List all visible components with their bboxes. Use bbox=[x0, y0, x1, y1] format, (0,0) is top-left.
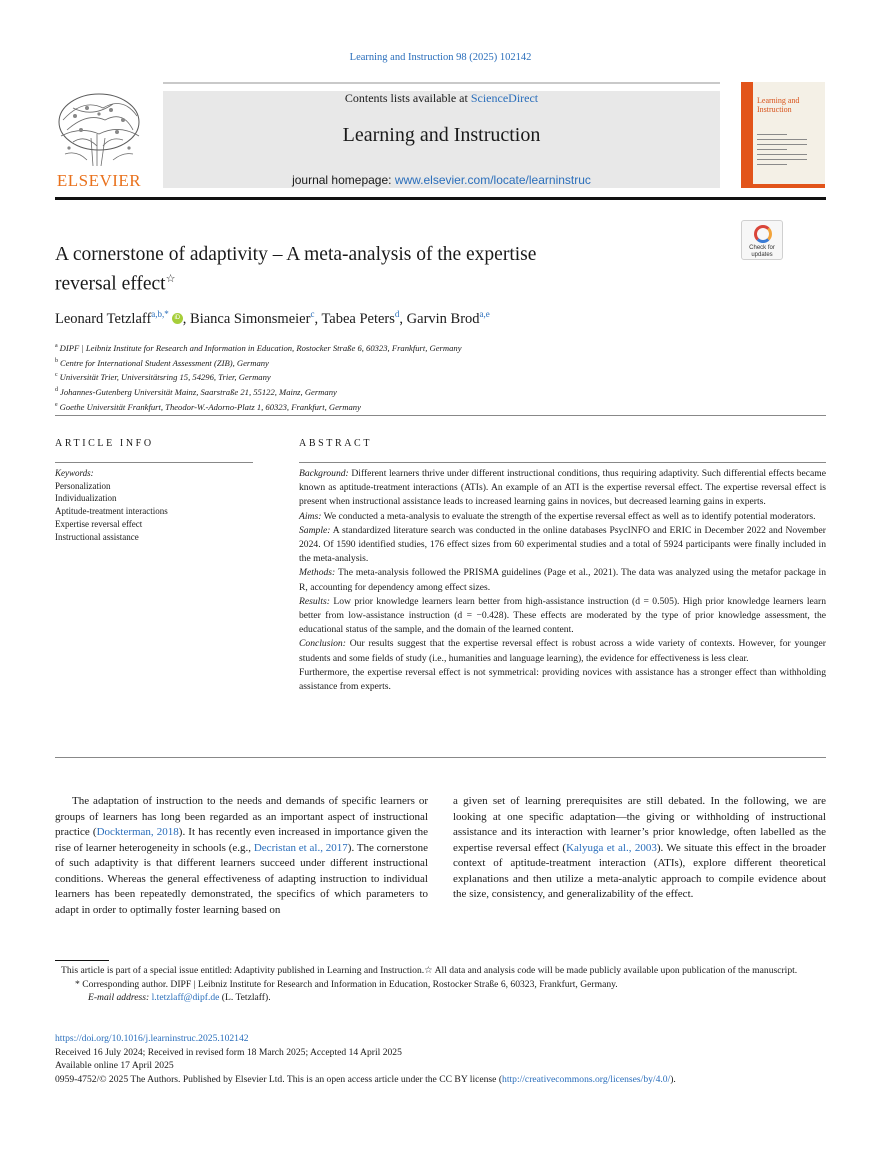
check-updates-icon bbox=[754, 225, 772, 243]
homepage-prefix: journal homepage: bbox=[292, 173, 395, 187]
journal-cover-thumbnail[interactable] bbox=[741, 82, 825, 188]
section-divider bbox=[55, 415, 826, 416]
keyword: Expertise reversal effect bbox=[55, 518, 143, 529]
citation-link[interactable]: Decristan et al., 2017 bbox=[253, 841, 348, 854]
license-line: 0959-4752/© 2025 The Authors. Published by Elsevier Ltd. This is an open access article under the CC BY license (http://creativecommons.org/licenses/by/4.0/). bbox=[55, 1073, 676, 1085]
author-affil-marks[interactable]: d bbox=[394, 309, 400, 319]
author-name[interactable]: Garvin Brod bbox=[406, 311, 480, 327]
email-link[interactable]: l.tetzlaff@dipf.de bbox=[151, 992, 220, 1004]
available-online: Available online 17 April 2025 bbox=[55, 1060, 174, 1072]
homepage-line bbox=[163, 173, 720, 187]
orcid-icon[interactable]: iD bbox=[172, 313, 183, 324]
abstract-furthermore: Furthermore, the expertise reversal effect is not symmetrical: providing novices with assistance has a stronger effect than withholding assistance from experts. bbox=[299, 666, 826, 693]
author-list: Leonard Tetzlaff$^{a,b,*}$ iD , Bianca Simonsmeier$^c$, Tabea Peters$^d$, Garvin Brod$^{a,e}$ bbox=[55, 309, 490, 327]
elsevier-wordmark[interactable]: ELSEVIER bbox=[56, 171, 142, 190]
check-for-updates-button[interactable] bbox=[741, 220, 783, 260]
abstract-aims: Aims: We conducted a meta-analysis to evaluate the strength of the expertise reversal effect as well as to identify potential moderators. bbox=[299, 510, 816, 522]
affiliations bbox=[55, 340, 755, 413]
citation-link[interactable]: Dockterman, 2018 bbox=[96, 826, 179, 838]
cover-title: Learning and Instruction bbox=[757, 96, 800, 114]
homepage-link[interactable]: www.elsevier.com/locate/learninstruc bbox=[394, 173, 591, 187]
keyword: Personalization bbox=[55, 480, 111, 491]
contents-line bbox=[163, 91, 720, 106]
affiliation: $^a$ DIPF | Leibniz Institute for Research and Information in Education, Rostocker Straße 6, 60323, Frankfurt, Germany bbox=[55, 342, 462, 353]
citation-link[interactable]: Kalyuga et al., 2003 bbox=[566, 841, 657, 854]
abstract-heading: ABSTRACT bbox=[299, 438, 373, 449]
affiliation: $^c$ Universität Trier, Universitätsring 15, 54296, Trier, Germany bbox=[55, 372, 271, 383]
article-title bbox=[55, 242, 695, 297]
received-dates: Received 16 July 2024; Received in revised form 18 March 2025; Accepted 14 April 2025 bbox=[55, 1046, 402, 1058]
cover-text-lines bbox=[757, 134, 807, 169]
doi-link[interactable]: https://doi.org/10.1016/j.learninstruc.2025.102142 bbox=[55, 1033, 249, 1044]
license-link[interactable]: http://creativecommons.org/licenses/by/4.0/ bbox=[502, 1073, 671, 1085]
body-paragraph-right: a given set of learning prerequisites are still debated. In the following, we are looking at one specific adaptation—the giving or withholding of instructional assistance and its interaction with learner’s prior knowledge, often labelled as the expertise reversal effect (Kalyuga et al., 2003). We situate this effect in the broader context of aptitude-treatment interaction (ATIs), explore different theoretical explanations and then utilize a meta-analytic approach to compile evidence about the size, consistency, and generalizability of the effect. bbox=[453, 795, 826, 900]
keyword: Instructional assistance bbox=[55, 531, 139, 542]
keywords-block bbox=[55, 467, 255, 543]
sciencedirect-link[interactable]: ScienceDirect bbox=[470, 91, 539, 105]
footnote-rule bbox=[55, 960, 109, 961]
contents-prefix: Contents lists available at bbox=[344, 91, 471, 105]
abstract-rule bbox=[299, 462, 826, 463]
author-affil-marks[interactable]: c bbox=[310, 309, 315, 319]
author-affil-marks[interactable]: a,e bbox=[479, 309, 490, 319]
footnotes bbox=[55, 964, 826, 1005]
abstract-background: Background: Different learners thrive under different instructional conditions, thus requiring adaptivity. Such differential effects became known as aptitude-treatment interactions (ATIs). An example of an ATI is the expertise reversal effect. The expertise reversal effect is present when instructional assistance leads to increased learning gains in novices, but decreased learning gains in experts. bbox=[299, 468, 826, 508]
author-name[interactable]: Tabea Peters bbox=[321, 311, 395, 327]
author-name[interactable]: Bianca Simonsmeier bbox=[190, 311, 311, 327]
journal-name: Learning and Instruction bbox=[342, 124, 541, 146]
abstract-end-rule bbox=[55, 757, 826, 758]
publication-info bbox=[55, 1032, 855, 1086]
title-line-1: A cornerstone of adaptivity – A meta-analysis of the expertise bbox=[55, 244, 537, 265]
affiliation: $^e$ Goethe Universität Frankfurt, Theodor-W.-Adorno-Platz 1, 60323, Frankfurt, Germany bbox=[55, 401, 361, 412]
keywords-label: Keywords: bbox=[55, 468, 94, 478]
author-affil-marks[interactable]: a,b,* bbox=[151, 309, 169, 319]
header-rule bbox=[55, 197, 826, 200]
author-name[interactable]: Leonard Tetzlaff bbox=[55, 311, 152, 327]
journal-citation[interactable]: Learning and Instruction 98 (2025) 102142 bbox=[349, 52, 532, 63]
article-info-rule bbox=[55, 462, 253, 463]
abstract-sample: Sample: A standardized literature search was conducted in the online databases PsycINFO and ERIC in December 2022 and November 2024. Of 1590 identified studies, 176 effect sizes from 60 experimental studies and a total of 5924 participants were finally included in the meta-analysis. bbox=[299, 524, 826, 565]
title-line-2: reversal effect bbox=[55, 273, 166, 295]
email-line: E-mail address: l.tetzlaff@dipf.de (L. Tetzlaff). bbox=[88, 992, 271, 1004]
affiliation: $^b$ Centre for International Student Assessment (ZIB), Germany bbox=[55, 357, 269, 368]
abstract-results: Results: Low prior knowledge learners learn better from high-assistance instruction (d = 0.505). High prior knowledge learners learn better from low-assistance instruction (d = −0.428). These effects are moderated by the type of prior knowledge assessment, the educational status of the sample, and the domain of the learned content. bbox=[299, 595, 826, 636]
affiliation: $^d$ Johannes-Gutenberg Universität Mainz, Saarstraße 21, 55122, Mainz, Germany bbox=[55, 386, 337, 397]
body-paragraph-left: The adaptation of instruction to the needs and demands of specific learners or groups of learners has long been regarded as an important aspect of instructional practice (Dockterman, 2018). It has recently even increased in importance given the rise of learner heterogeneity in schools (e.g., Decristan et al., 2017). The cornerstone of such adaptivity is that different learners succeed under different instructional conditions. Whereas the general effectiveness of adapting instruction to individual learners has been repeatedly demonstrated, the specifics of which parameters to adapt in order to optimally foster learning based on bbox=[55, 795, 428, 916]
special-issue-note: This article is part of a special issue entitled: Adaptivity published in Learning and Instruction.☆ All data and analysis code will be made publicly available upon publication of the manuscript. bbox=[61, 965, 798, 976]
article-info-heading: ARTICLE INFO bbox=[55, 438, 154, 449]
abstract-conclusion: Conclusion: Our results suggest that the expertise reversal effect is robust across a wide variety of contexts. However, for younger students and some fields of study (i.e., humanities and language learning), the evidence for effectiveness is less clear. bbox=[299, 638, 826, 664]
check-updates-label: Check for updates bbox=[749, 245, 775, 258]
keyword: Aptitude-treatment interactions bbox=[55, 506, 168, 517]
keyword: Individualization bbox=[55, 493, 117, 504]
abstract-text bbox=[299, 467, 826, 694]
corresponding-author-note: * Corresponding author. DIPF | Leibniz Institute for Research and Information in Education, Rostocker Straße 6, 60323, Frankfurt, Germany. bbox=[75, 978, 618, 990]
title-footnote-mark[interactable]: ☆ bbox=[165, 273, 176, 285]
cover-stripe bbox=[753, 184, 825, 188]
abstract-methods: Methods: The meta-analysis followed the PRISMA guidelines (Page et al., 2021). The data was analyzed using the metafor package in R, accounting for dependency among effect sizes. bbox=[299, 567, 826, 593]
header-top-rule bbox=[163, 82, 720, 84]
